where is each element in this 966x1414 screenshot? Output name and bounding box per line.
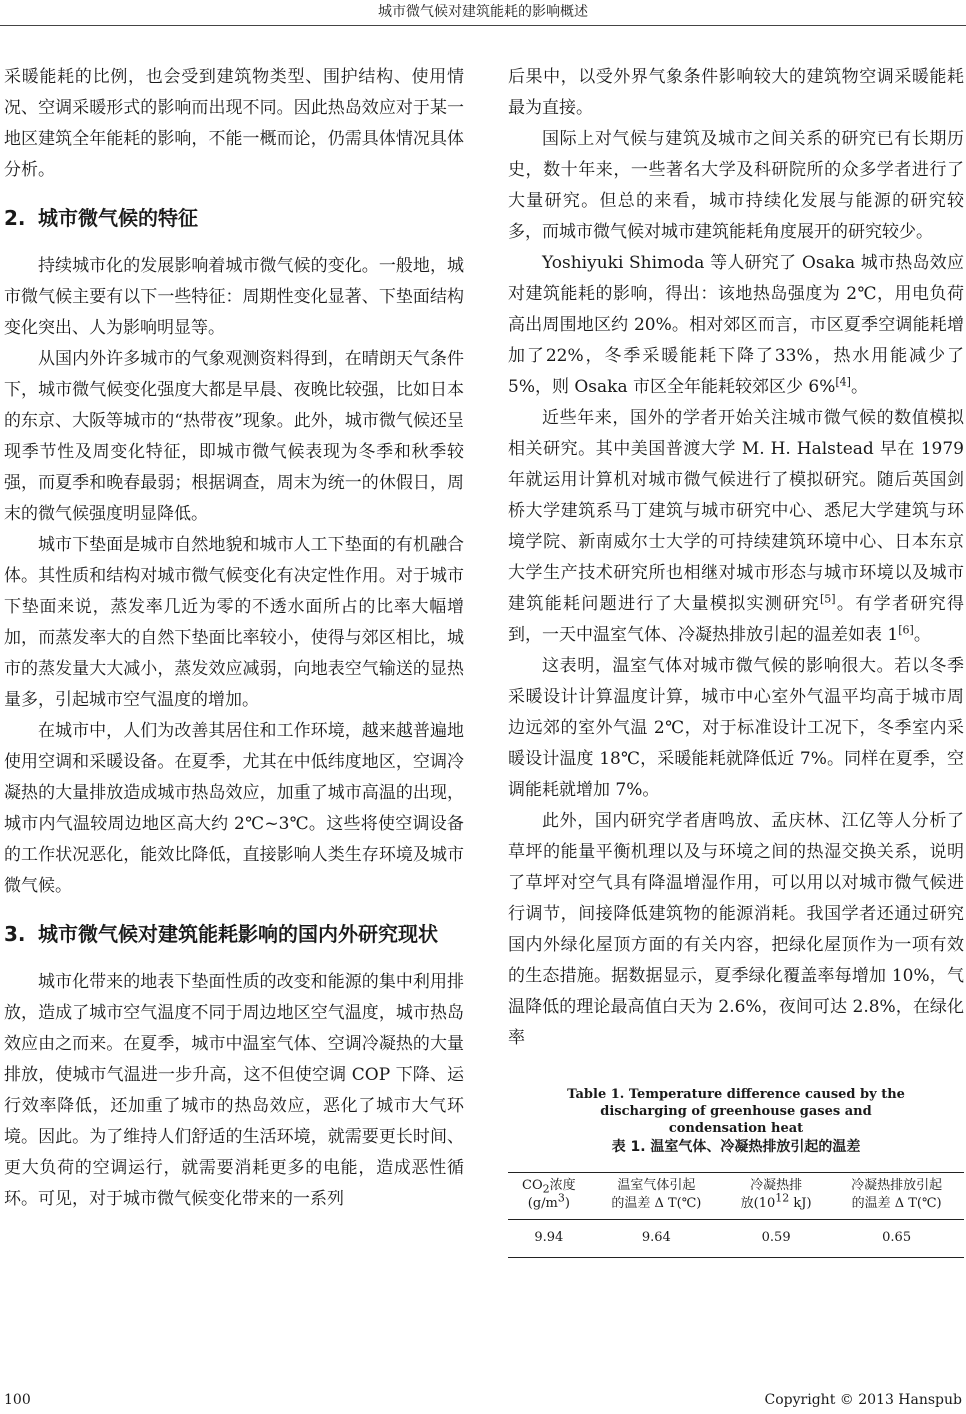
table-header-cell [590, 1173, 723, 1220]
running-header [0, 0, 966, 26]
header-text: (g/m [527, 1196, 558, 1211]
header-text: 浓度 [549, 1178, 576, 1193]
citation-ref[interactable]: [4] [835, 375, 851, 389]
paragraph: 这表明，温室气体对城市微气候的影响很大。若以冬季采暖设计计算温度计算，城市中心室外气温平均高于城市周边远郊的室外气温 2℃，对于标准设计工况下，冬季室内采暖设计温度 18℃，采暖能耗就降低近 7%。同样在夏季，空调能耗就增加 7%。 [508, 656, 964, 800]
table-cell: 9.64 [590, 1220, 723, 1258]
table-cell: 9.94 [508, 1220, 590, 1258]
running-title: 城市微气候对建筑能耗的影响概述 [378, 4, 588, 20]
paragraph: 持续城市化的发展影响着城市微气候的变化。一般地，城市微气候主要有以下一些特征：周期性变化显著、下垫面结构变化突出、人为影响明显等。 [4, 256, 464, 338]
header-text: CO [522, 1178, 543, 1193]
table-row [508, 1220, 964, 1258]
header-text: ) [564, 1196, 570, 1211]
citation-ref[interactable]: [6] [898, 623, 914, 637]
table-header-cell [723, 1173, 829, 1220]
paragraph [508, 248, 964, 403]
paragraph-text: Yoshiyuki Shimoda 等人研究了 Osaka 城市热岛效应对建筑能耗的影响，得出：该地热岛强度为 2℃，用电负荷高出周围地区约 20%。相对郊区而言，市区夏季空调能耗增加了22%，冬季采暖能耗下降了33%，热水用能减少了 5%，则 Osaka 市区全年能耗较郊区少 6% [508, 253, 964, 397]
paragraph: 采暖能耗的比例，也会受到建筑物类型、围护结构、使用情况、空调采暖形式的影响而出现不同。因此热岛效应对于某一地区建筑全年能耗的影响，不能一概而论，仍需具体情况具体分析。 [4, 67, 464, 180]
paragraph: 城市化带来的地表下垫面性质的改变和能源的集中利用排放，造成了城市空气温度不同于周边地区空气温度，城市热岛效应由之而来。在夏季，城市中温室气体、空调冷凝热的大量排放，使城市气温进一步升高，这不但使空调 COP 下降、运行效率降低，还加重了城市的热岛效应，恶化了城市大气环境。因此。为了维持人们舒适的生活环境，就需要更长时间、更大负荷的空调运行，就需要消耗更多的电能，造成恶性循环。可见，对于城市微气候变化带来的一系列 [4, 972, 464, 1209]
section-title: 城市微气候的特征 [38, 206, 198, 230]
header-text: 放(10 [740, 1196, 776, 1211]
paragraph-text: 。 [850, 377, 868, 397]
table-cell: 0.65 [829, 1220, 964, 1258]
page-number: 100 [4, 1392, 31, 1408]
paragraph [508, 403, 964, 651]
section-title: 城市微气候对建筑能耗影响的国内外研究现状 [38, 922, 438, 946]
data-table [508, 1172, 964, 1258]
section-number: 3. [4, 922, 26, 946]
section-heading-2 [4, 203, 464, 234]
header-text: 温室气体引起 [617, 1178, 696, 1193]
paragraph: 从国内外许多城市的气象观测资料得到，在晴朗天气条件下，城市微气候变化强度大都是早晨、夜晚比较强，比如日本的东京、大阪等城市的“热带夜”现象。此外，城市微气候还呈现季节性及周变化特征，即城市微气候表现为冬季和秋季较强，而夏季和晚春最弱；根据调查，周末为统一的休假日，周末的微气候强度明显降低。 [4, 349, 464, 524]
left-column [4, 62, 464, 1215]
header-text: 冷凝热排 [750, 1178, 803, 1193]
header-sup: 12 [775, 1191, 790, 1205]
right-column [508, 62, 964, 1258]
section-heading-3 [4, 919, 464, 950]
paragraph: 国际上对气候与建筑及城市之间关系的研究已有长期历史，数十年来，一些著名大学及科研院所的众多学者进行了大量研究。但总的来看，城市持续化发展与能源的研究较多，而城市微气候对城市建筑能耗角度展开的研究较少。 [508, 129, 964, 242]
paragraph: 后果中，以受外界气象条件影响较大的建筑物空调采暖能耗最为直接。 [508, 67, 964, 118]
copyright-notice: Copyright © 2013 Hanspub [764, 1392, 962, 1408]
header-sup: 3 [557, 1191, 565, 1205]
paragraph: 城市下垫面是城市自然地貌和城市人工下垫面的有机融合体。其性质和结构对城市微气候变化有决定性作用。对于城市下垫面来说，蒸发率几近为零的不透水面所占的比率大幅增加，而蒸发率大的自然下垫面比率较小，使得与郊区相比，城市的蒸发量大大减小，蒸发效应减弱，向地表空气输送的显热量多，引起城市空气温度的增加。 [4, 535, 464, 710]
paragraph: 在城市中，人们为改善其居住和工作环境，越来越普遍地使用空调和采暖设备。在夏季，尤其在中低纬度地区，空调冷凝热的大量排放造成城市热岛效应，加重了城市高温的出现，城市内气温较周边地区高大约 2℃~3℃。这些将使空调设备的工作状况恶化，能效比降低，直接影响人类生存环境及城市微气候。 [4, 721, 464, 896]
header-text: 的温差 Δ T(℃) [611, 1196, 702, 1211]
table-caption-en: Table 1. Temperature difference caused by the discharging of greenhouse gases and condensation heat [567, 1087, 905, 1136]
section-number: 2. [4, 206, 26, 230]
table-header-cell [829, 1173, 964, 1220]
header-text: 冷凝热排放引起 [851, 1178, 943, 1193]
paragraph: 此外，国内研究学者唐鸣放、孟庆林、江亿等人分析了草坪的能量平衡机理以及与环境之间的热湿交换关系，说明了草坪对空气具有降温增湿作用，可以用以对城市微气候进行调节，间接降低建筑物的能源消耗。我国学者还通过研究国内外绿化屋顶方面的有关内容，把绿化屋顶作为一项有效的生态措施。据数据显示，夏季绿化覆盖率每增加 10%，气温降低的理论最高值白天为 2.6%，夜间可达 2.8%，在绿化率 [508, 811, 964, 1048]
table-header-cell [508, 1173, 590, 1220]
paragraph-text: 近些年来，国外的学者开始关注城市微气候的数值模拟相关研究。其中美国普渡大学 M. H. Halstead 早在 1979 年就运用计算机对城市微气候进行了模拟研究。随后英国剑桥大学建筑系马丁建筑与城市研究中心、悉尼大学建筑与环境学院、新南威尔士大学的可持续建筑环境中心、日本东京大学生产技术研究所也相继对城市形态与城市环境以及城市建筑能耗问题进行了大量模拟实测研究 [508, 408, 964, 614]
paragraph-text: 。 [913, 625, 931, 645]
table-header-row [508, 1173, 964, 1220]
header-text: kJ) [789, 1196, 812, 1211]
header-text: 的温差 Δ T(℃) [851, 1196, 942, 1211]
citation-ref[interactable]: [5] [819, 592, 836, 606]
table-caption-cn: 表 1. 温室气体、冷凝热排放引起的温差 [611, 1139, 861, 1155]
table-cell: 0.59 [723, 1220, 829, 1258]
paragraph-text: 。有学者研究得到，一天中温室气体、冷凝热排放引起的温差如表 1 [508, 594, 965, 645]
header-sub: 2 [542, 1182, 550, 1196]
